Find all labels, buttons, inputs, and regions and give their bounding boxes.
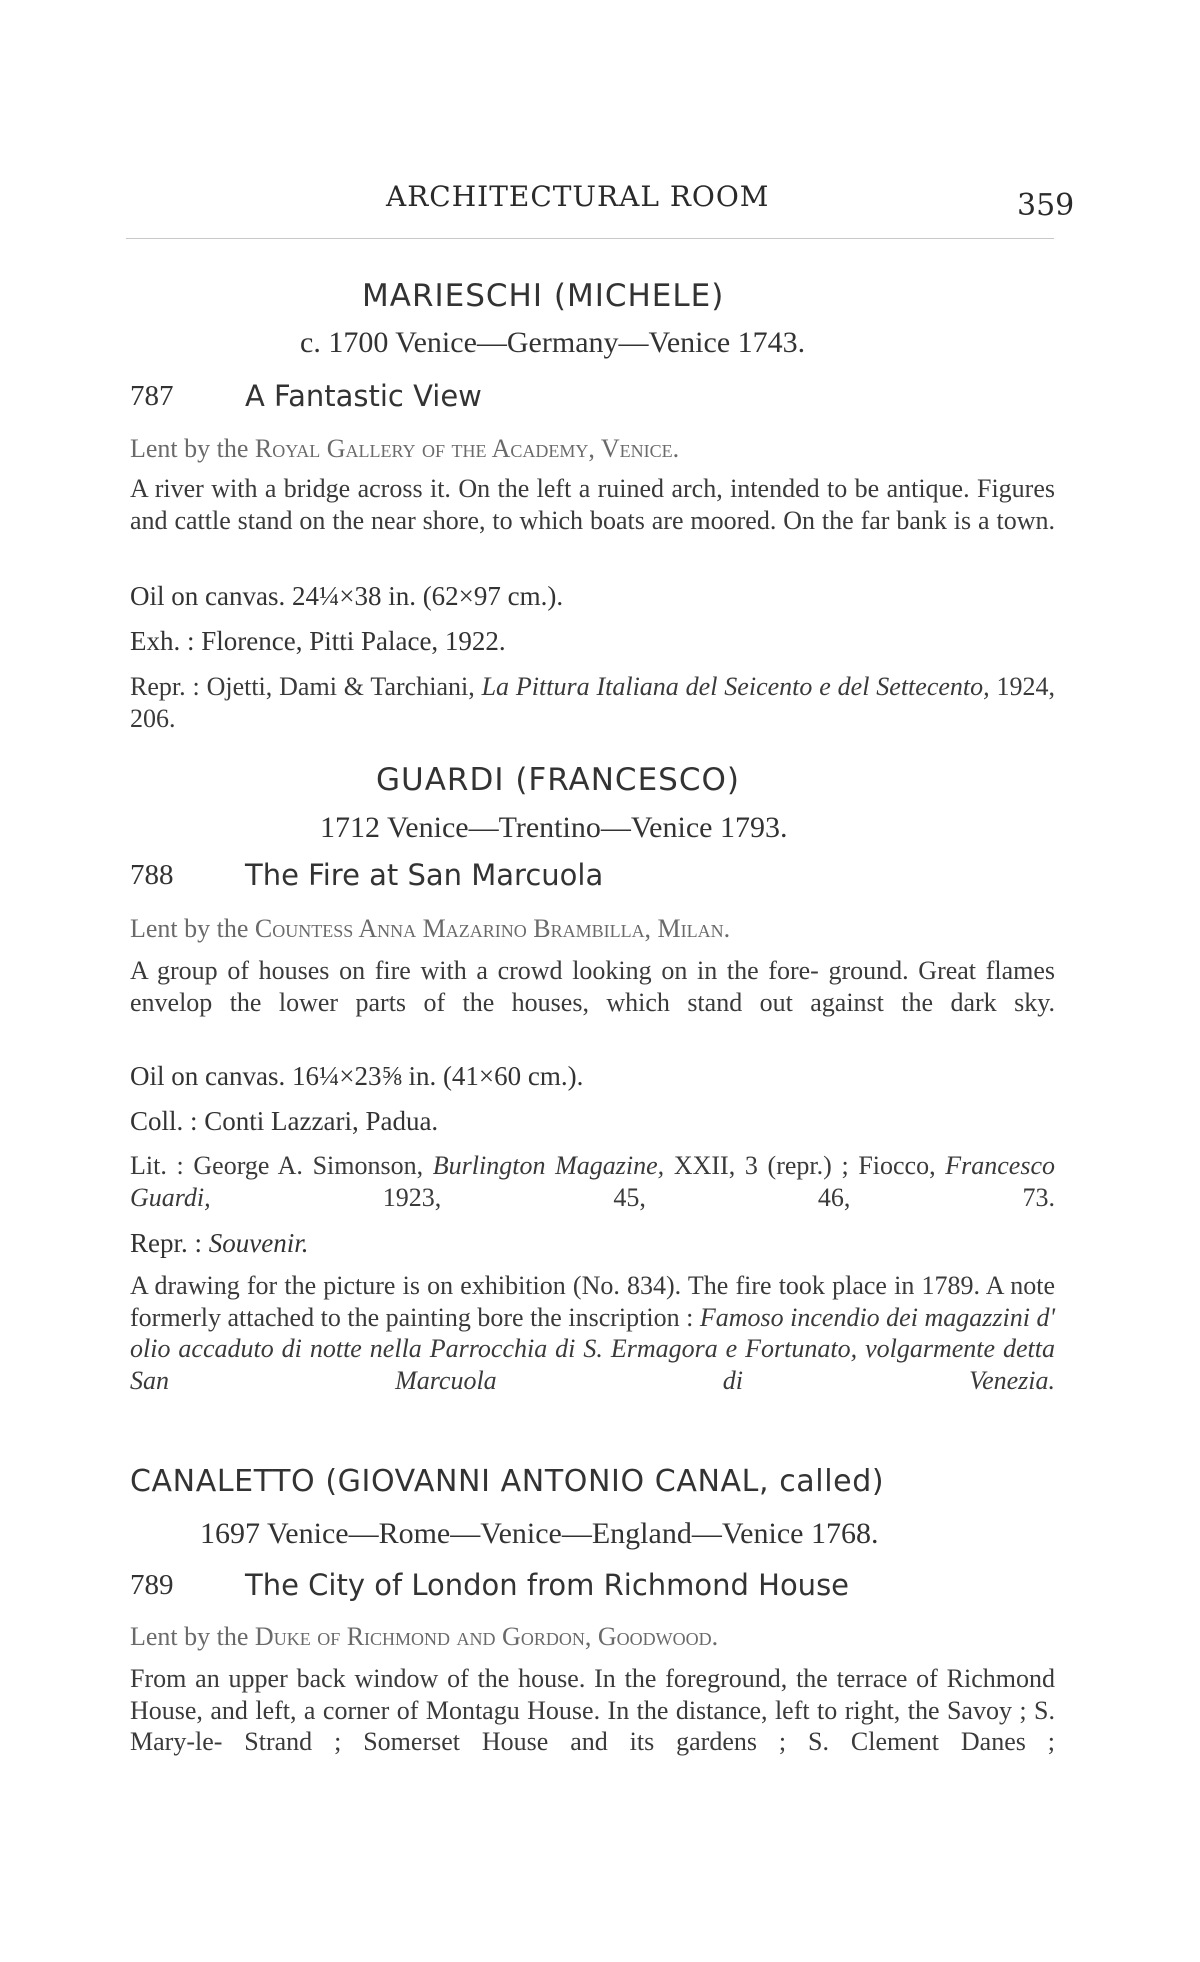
artist-dates: 1697 Venice—Rome—Venice—England—Venice 1768. [200,1517,879,1550]
lender-name: Duke of Richmond and Gordon, Goodwood. [254,1622,719,1651]
lit-book: Francesco Guardi, [130,1151,1056,1212]
header-rule [126,238,1054,239]
artist-dates: 1712 Venice—Trentino—Venice 1793. [320,811,788,844]
lit-author: Lit. : George A. Simonson, [130,1151,424,1180]
collection-history: Coll. : Conti Lazzari, Padua. [130,1106,439,1136]
note-inscription: Famoso incendio dei magazzini d' olio accaduto di notte nella Parrocchia di S. Ermagora e Fortunato, volgarmente detta San Marcuola di Venezia. [130,1302,1056,1395]
repr-tail: 1924, 206. [130,672,1055,733]
medium-dimensions: Oil on canvas. 24¼×38 in. (62×97 cm.). [130,581,564,611]
lent-prefix: Lent by the [130,1622,249,1651]
catalogue-number: 789 [130,1569,174,1601]
reproduction-ref [130,671,1055,735]
lit-pages: 1923, 45, 46, 73. [382,1182,1056,1212]
lender-line [130,914,730,944]
catalogue-number: 787 [130,380,174,412]
lit-volume: XXII, 3 (repr.) ; Fiocco, [673,1151,936,1180]
lender-name: Countess Anna Mazarino Brambilla, Milan. [254,914,731,943]
exhibition-history: Exh. : Florence, Pitti Palace, 1922. [130,626,506,656]
artist-heading: GUARDI (FRANCESCO) [376,762,740,798]
description: A river with a bridge across it. On the left a ruined arch, intended to be antique. Figures and cattle stand on the near shore, to which boats are moored. On the far bank is a town. [130,474,1055,535]
lender-name: Royal Gallery of the Academy, Venice. [254,434,680,463]
repr-title: La Pittura Italiana del Seicento e del Settecento, [481,672,990,701]
running-title: ARCHITECTURAL ROOM [386,180,770,213]
painting-title: The Fire at San Marcuola [245,858,604,892]
painting-title: A Fantastic View [245,379,482,413]
lent-prefix: Lent by the [130,434,249,463]
lender-line [130,1622,718,1652]
artist-heading: MARIESCHI (MICHELE) [362,278,725,314]
lender-line [130,434,679,464]
repr-label: Repr. : [130,1228,202,1258]
medium-dimensions: Oil on canvas. 16¼×23⅝ in. (41×60 cm.). [130,1061,584,1091]
description: From an upper back window of the house. In the foreground, the terrace of Richmond House, and left, a corner of Montagu House. In the distance, left to right, the Savoy ; S. Mary-le- Strand ; Somerset House and its gardens ; S. Clement Danes ; [130,1664,1055,1756]
repr-title: Souvenir. [208,1228,309,1258]
lent-prefix: Lent by the [130,914,249,943]
lit-journal: Burlington Magazine, [432,1151,665,1180]
description: A group of houses on fire with a crowd looking on in the fore- ground. Great flames envelop the lower parts of the houses, which stand out against the dark sky. [130,956,1055,1017]
note [130,1270,1055,1398]
catalogue-number: 788 [130,859,174,891]
reproduction-ref [130,1228,308,1259]
note-text: A drawing for the picture is on exhibition (No. 834). The fire took place in 1789. A note formerly attached to the painting bore the inscription : [130,1271,1055,1332]
artist-heading: CANALETTO (GIOVANNI ANTONIO CANAL, called) [130,1464,885,1499]
repr-label: Repr. : Ojetti, Dami & Tarchiani, [130,672,475,701]
painting-title: The City of London from Richmond House [245,1568,850,1602]
literature-ref [130,1150,1055,1214]
artist-dates: c. 1700 Venice—Germany—Venice 1743. [300,326,806,359]
page-number: 359 [1017,188,1075,223]
